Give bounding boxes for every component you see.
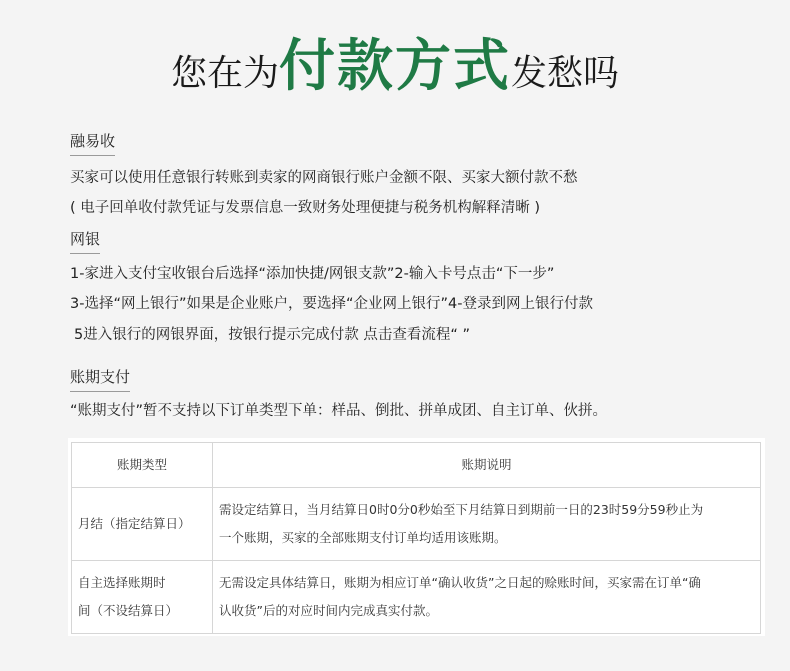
table-cell-desc: [213, 488, 761, 561]
title-highlight: 付款方式: [279, 34, 511, 99]
table-cell-type: [72, 561, 213, 634]
section-heading-wangyin: 网银: [70, 228, 100, 254]
cell-text: 认收货”后的对应时间内完成真实付款。: [219, 603, 438, 618]
cell-text: 无需设定具体结算日，账期为相应订单“确认收货”之日起的赊账时间，买家需在订单“确: [219, 575, 701, 590]
table-header-desc: 账期说明: [213, 443, 761, 488]
title-prefix: 您在为: [170, 53, 279, 94]
payment-term-table-panel: [68, 438, 765, 636]
table-row: [72, 488, 761, 561]
cell-text: 需设定结算日，当月结算日0时0分0秒始至下月结算日到期前一日的23时59分59秒止为: [219, 502, 704, 517]
cell-text: 自主选择账期时: [78, 575, 166, 590]
table-cell-desc: [213, 561, 761, 634]
zhangqi-line-1: “账期支付”暂不支持以下订单类型下单：样品、倒批、拼单成团、自主订单、伙拼。: [70, 403, 608, 419]
section-heading-rongyishou: 融易收: [70, 130, 115, 156]
table-header-row: [72, 443, 761, 488]
table-header-type: 账期类型: [72, 443, 213, 488]
rongyishou-line-2: ( 电子回单收付款凭证与发票信息一致财务处理便捷与税务机构解释清晰 ): [70, 200, 541, 216]
table-cell-type: [72, 488, 213, 561]
payment-term-table: [71, 442, 761, 634]
cell-text: 一个账期，买家的全部账期支付订单均适用该账期。: [219, 530, 507, 545]
cell-text: 间（不设结算日）: [78, 603, 179, 618]
section-heading-zhangqi: 账期支付: [70, 366, 130, 392]
table-row: [72, 561, 761, 634]
wangyin-line-3: 5进入银行的网银界面，按银行提示完成付款 点击查看流程“ ”: [74, 327, 470, 343]
rongyishou-line-1: 买家可以使用任意银行转账到卖家的网商银行账户金额不限、买家大额付款不愁: [70, 170, 578, 186]
cell-text: 月结（指定结算日）: [78, 516, 191, 531]
page-title: [0, 22, 790, 102]
wangyin-line-1: 1-家进入支付宝收银台后选择“添加快捷/网银支款”2-输入卡号点击“下一步”: [70, 266, 555, 282]
title-suffix: 发愁吗: [511, 53, 620, 94]
wangyin-line-2: 3-选择“网上银行”如果是企业账户，要选择“企业网上银行”4-登录到网上银行付款: [70, 296, 593, 312]
